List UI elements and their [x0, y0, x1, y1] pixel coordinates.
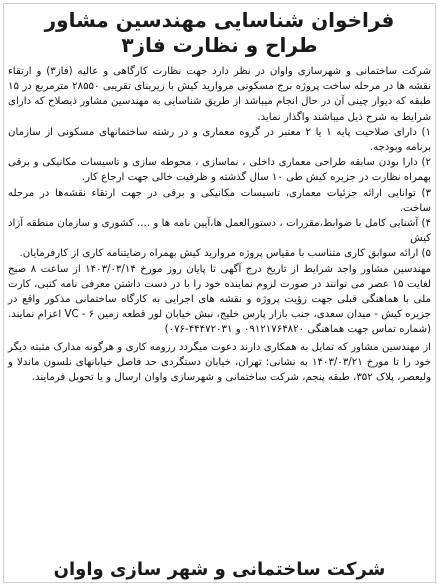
intro-paragraph: شرکت ساختمانی و شهرسازی واوان در نظر دارد جهت نظارت کارگاهی و عالیه (فاز۳) و ارتقاء نقشه ها در مرحله ساخت پروژه برج مسکونی مروارید کیش با زیربنای تقریبی ۲۸۵۵۰ مترمربع در ۱۵ طبقه که دیوار چینی آن در حال انجام میباشد از طریق شناسایی به مهندسین مشاور ذیصلاح که دارای شرایط به شرح ذیل میباشند واگذار نماید. [8, 66, 431, 123]
conditions-list [8, 125, 431, 262]
submission-paragraph: مهندسین مشاور واجد شرایط از تاریخ درج آگهی تا پایان روز مورخ ۱۴۰۳/۰۳/۱۴ از ساعت ۸ صبح لغایت ۱۵ عصر می توانند در صورت لزوم نماینده خود را با در دست داشتن معرفی نامه کتبی، کارت ملی با هماهنگی قبلی جهت رؤیت پروژه و نقشه های اجرایی به کارگاه ساختمانی مذکور واقع در جزیره کیش - میدان سعدی، جنب بازار پارس خلیج، نبش خیابان لور قطعه زمین ۶ - VC اعزام نمایند. (شماره تماس جهت هماهنگی ۰۹۱۲۱۷۶۴۸۲۰ و ۴۴۴۷۲۰۳۱-۰۷۶) [8, 263, 432, 336]
company-signature: شرکت ساختمانی و شهر سازی واوان [53, 559, 386, 580]
title-line-1: فراخوان شناسایی مهندسین مشاور [44, 8, 395, 32]
condition-3: ۳) توانایی ارائه جزئیات معماری، تاسیسات مکانیکی و برقی در جهت ارتقاء نقشه‌ها در مرحله ساخت. [8, 187, 431, 214]
invitation-paragraph: از مهندسین مشاور که تمایل به همکاری دارند دعوت میگردد رزومه کاری و هرگونه مدارک مثبته دیگر خود را تا مورخ ۱۴۰۳/۰۳/۲۱ به نشانی: تهران، خیابان دستگردی حد فاصل خیابانهای نلسون ماندلا و ولیعصر، پلاک ۳۵۲، طبقه پنجم، شرکت ساختمانی و شهرسازی واوان ارسال و یا تحویل فرمایند. [8, 341, 431, 384]
condition-5: ۵) ارائه سوابق کاری متناسب با مقیاس پروژه مروارید کیش بهمراه رضایتنامه کاری از کارفرمایان. [19, 248, 431, 260]
condition-2: ۲) دارا بودن سابقه طراحی معماری داخلی ، نماسازی ، محوطه سازی و تاسیسات مکانیکی و برقی بهمراه نظارت در جزیره کیش طی ۱۰ سال گذشته و ظرفیت خالی جهت ارجاع کار. [8, 157, 431, 184]
title-line-2: طراح و نظارت فاز۳ [121, 33, 318, 57]
condition-4: ۴) آشنایی کامل با ضوابط،مقررات ، دستورالعمل ها،آیین نامه ها و .... کشوری و سازمان منطقه آزاد کیش [8, 218, 431, 245]
condition-1: ۱) دارای صلاحیت پایه ۱ یا ۲ معتبر در گروه معماری و در رشته ساختمانهای مسکونی از سازمان برنامه وبودجه. [8, 126, 431, 154]
